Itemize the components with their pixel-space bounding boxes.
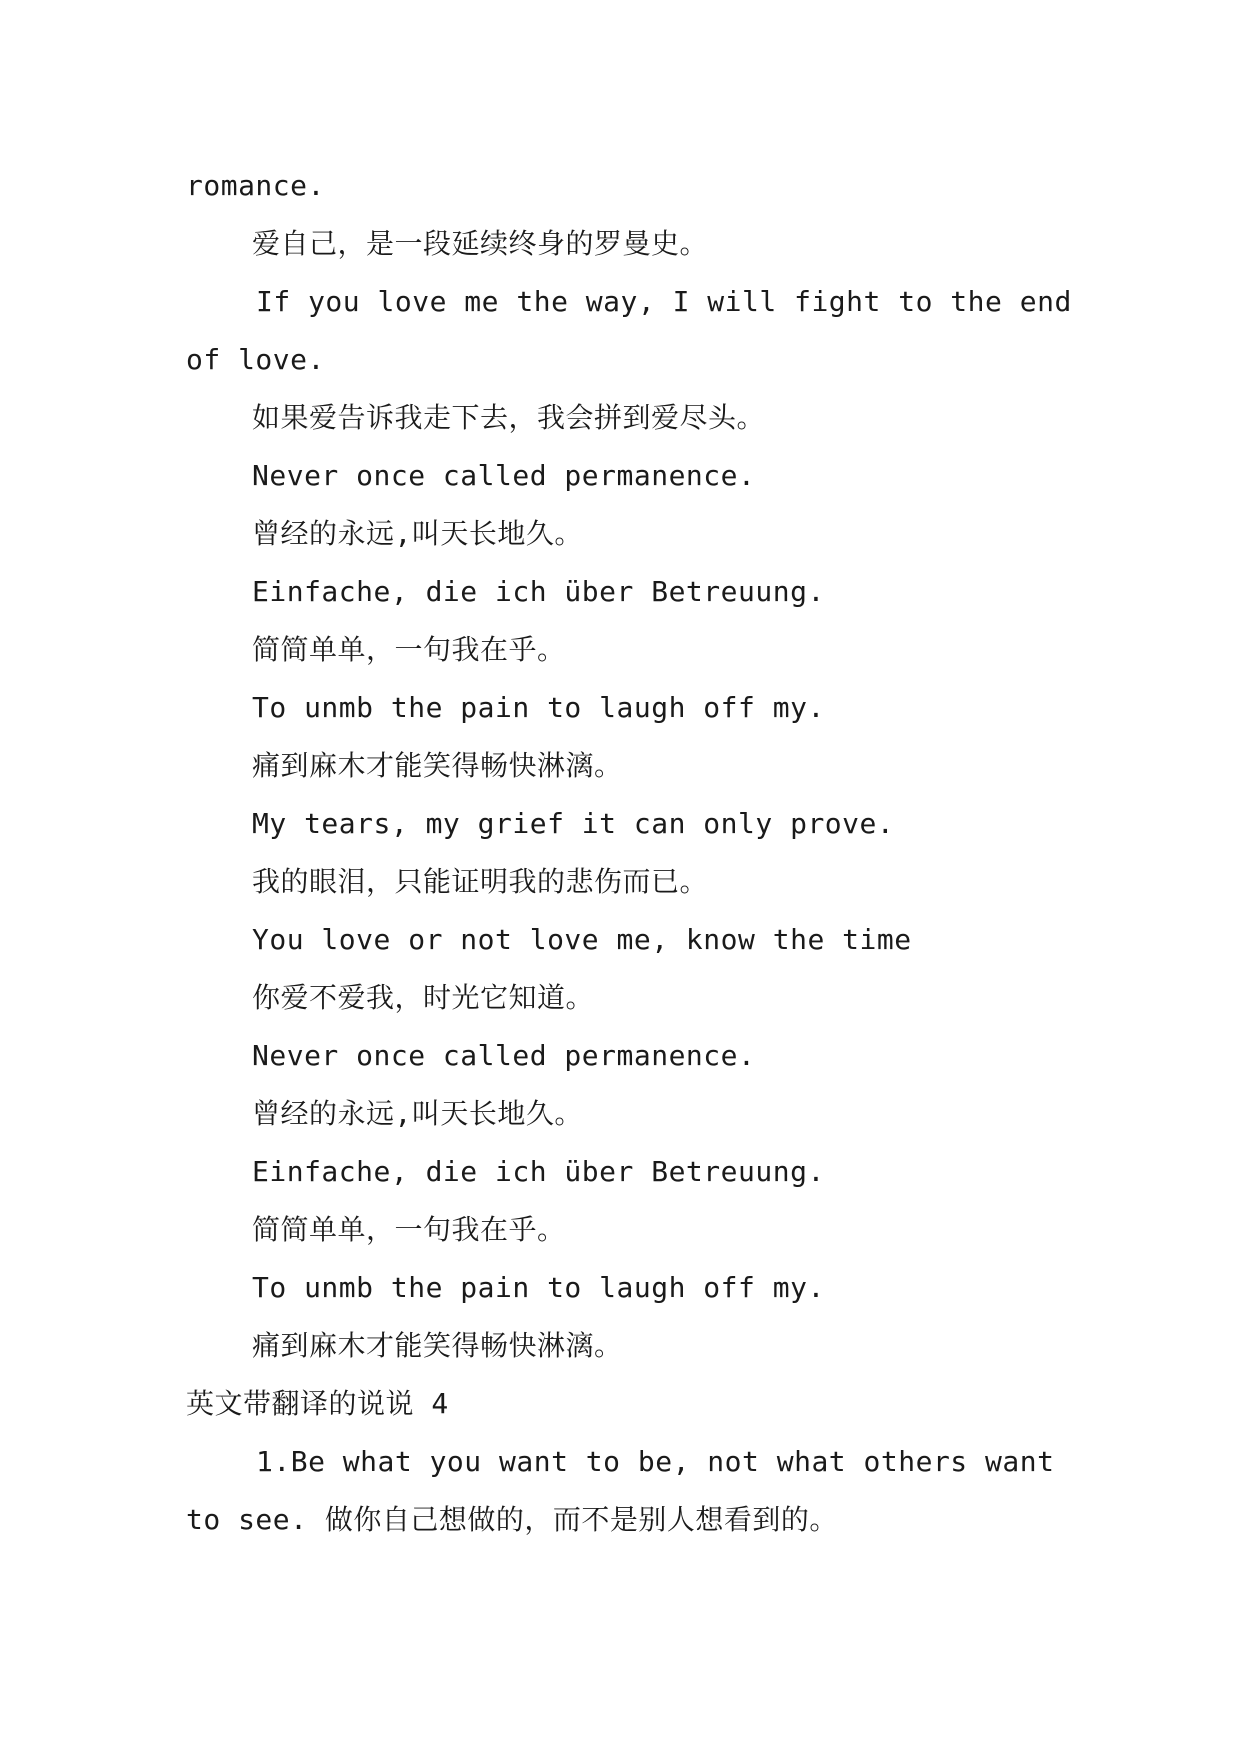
text-line: To unmb the pain to laugh off my. <box>252 691 825 724</box>
text-line: Einfache, die ich über Betreuung. <box>252 575 825 608</box>
text-line: Einfache, die ich über Betreuung. <box>252 1155 825 1188</box>
text-line: 简简单单，一句我在乎。 <box>252 1213 566 1246</box>
text-line: 简简单单，一句我在乎。 <box>252 633 566 666</box>
text-line: Never once called permanence. <box>252 1039 756 1072</box>
text-line: to see. 做你自己想做的，而不是别人想看到的。 <box>186 1503 838 1536</box>
text-line: If you love me the way, I will fight to the end <box>256 285 1072 318</box>
text-line: 痛到麻木才能笑得畅快淋漓。 <box>252 749 623 782</box>
text-line: 你爱不爱我，时光它知道。 <box>252 981 595 1014</box>
text-line: My tears, my grief it can only prove. <box>252 807 895 840</box>
text-line: To unmb the pain to laugh off my. <box>252 1271 825 1304</box>
text-line: of love. <box>186 343 325 376</box>
text-line: 爱自己，是一段延续终身的罗曼史。 <box>252 227 709 260</box>
section-heading: 英文带翻译的说说 4 <box>186 1387 449 1420</box>
text-line: 如果爱告诉我走下去，我会拼到爱尽头。 <box>252 401 766 434</box>
text-line: 痛到麻木才能笑得畅快淋漓。 <box>252 1329 623 1362</box>
text-line: 我的眼泪，只能证明我的悲伤而已。 <box>252 865 709 898</box>
text-line: 1.Be what you want to be, not what others want <box>256 1445 1055 1478</box>
text-line: 曾经的永远,叫天长地久。 <box>252 1097 583 1130</box>
text-line: You love or not love me, know the time <box>252 923 912 956</box>
text-line: romance. <box>186 169 325 202</box>
text-line: 曾经的永远,叫天长地久。 <box>252 517 583 550</box>
text-line: Never once called permanence. <box>252 459 756 492</box>
